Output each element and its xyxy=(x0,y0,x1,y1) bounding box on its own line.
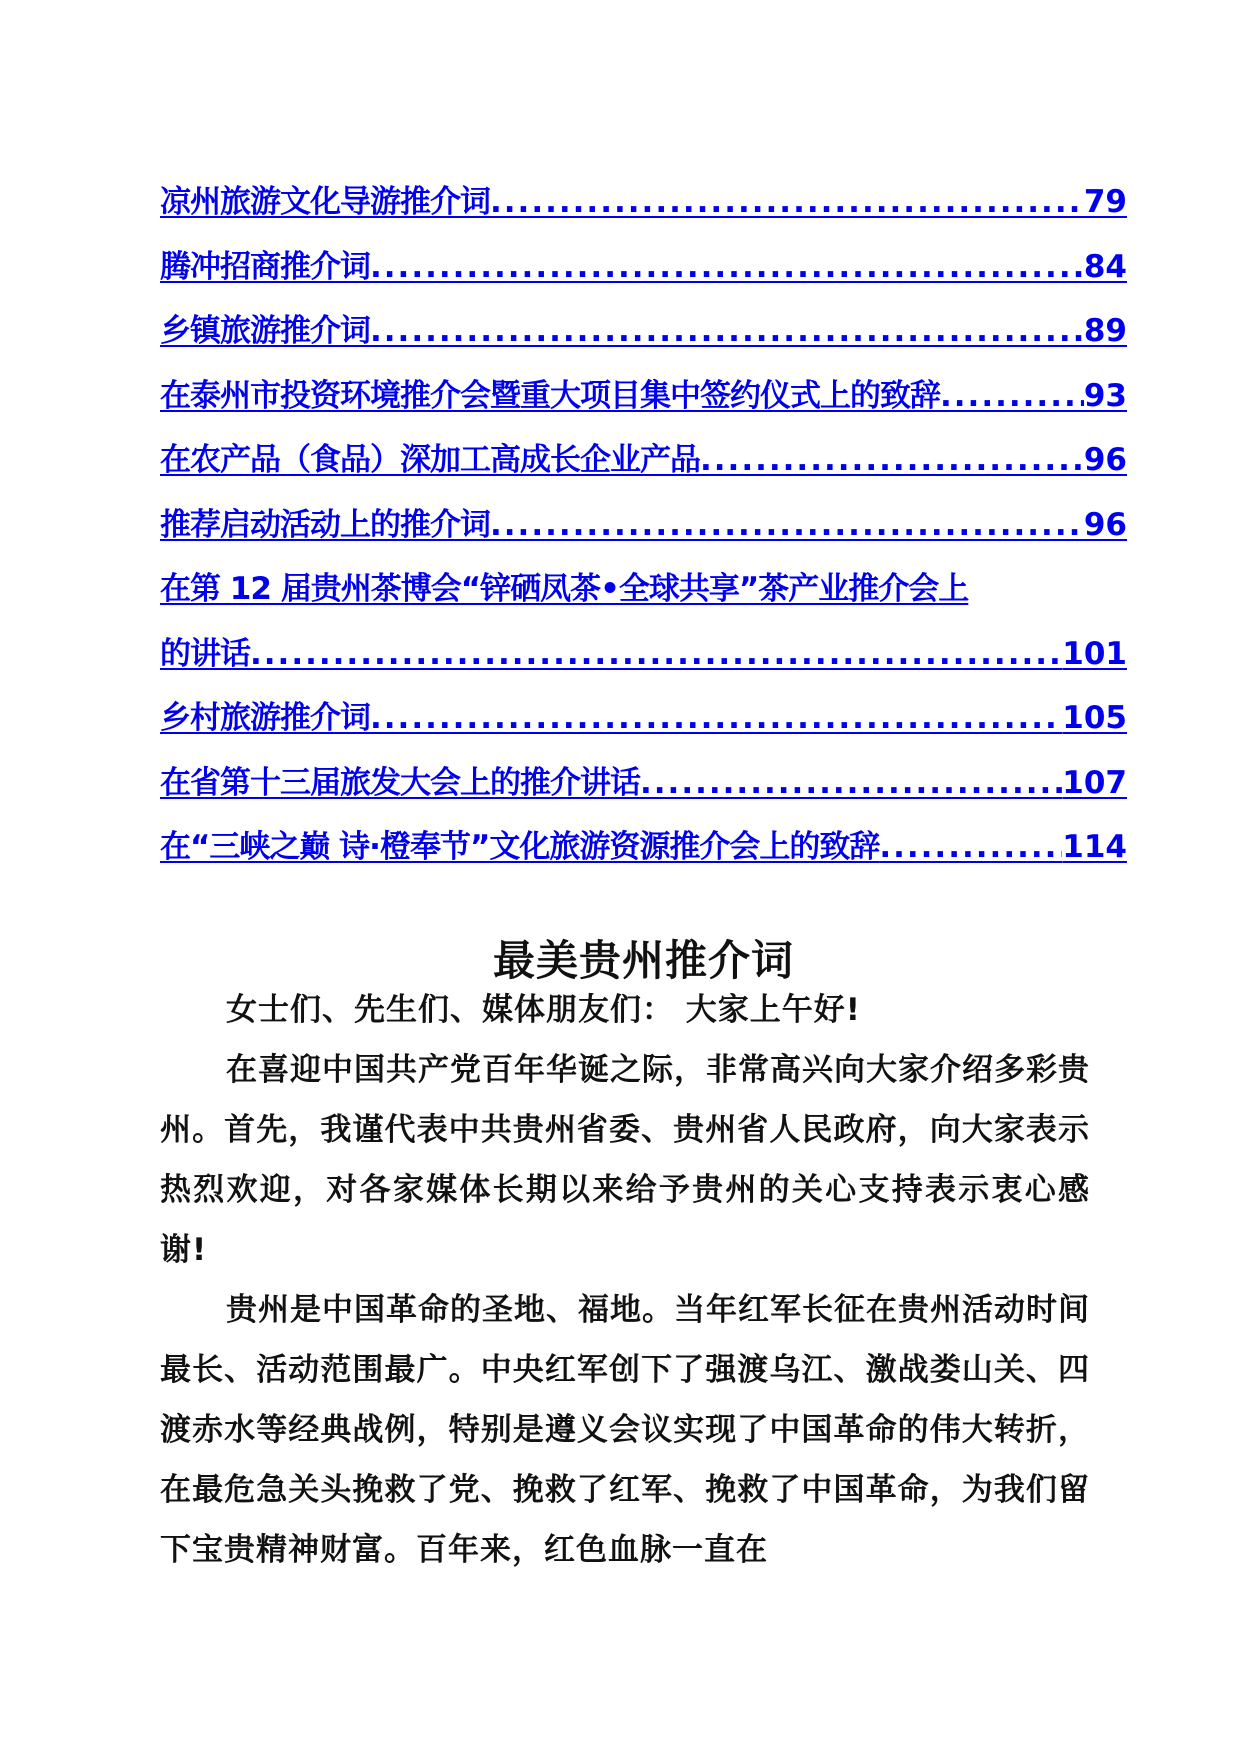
toc-entry[interactable] xyxy=(160,686,1127,751)
toc-entry-title: 在农产品（食品）深加工高成长企业产品 xyxy=(160,442,700,478)
toc-entry[interactable] xyxy=(160,622,1127,687)
toc-entry-title: 在省第十三届旅发大会上的推介讲话 xyxy=(160,764,640,801)
toc-leader-dots xyxy=(250,622,1062,687)
toc-entry-title: 推荐启动活动上的推介词 xyxy=(160,506,490,543)
toc-entry-page: 93 xyxy=(1083,377,1127,414)
toc-entry-page: 107 xyxy=(1062,764,1127,801)
article-paragraph: 女士们、先生们、媒体朋友们： 大家上午好! xyxy=(226,992,861,1028)
article-title: 最美贵州推介词 xyxy=(492,936,794,986)
toc-entry-title: 在“三峡之巅 诗·橙奉节”文化旅游资源推介会上的致辞 xyxy=(160,829,880,865)
toc-entry-title: 腾冲招商推介词 xyxy=(160,248,370,285)
toc-leader-dots xyxy=(370,686,1062,751)
toc-entry-title: 乡村旅游推介词 xyxy=(160,700,370,736)
toc-leader-dots xyxy=(490,170,1084,235)
toc-leader-dots xyxy=(640,751,1062,816)
toc-leader-dots xyxy=(940,364,1084,429)
toc-entry[interactable] xyxy=(160,299,1127,364)
toc-entry[interactable] xyxy=(160,493,1127,558)
toc-entry-page: 96 xyxy=(1083,506,1127,543)
article-paragraph: 贵州是中国革命的圣地、福地。当年红军长征在贵州活动时间最长、活动范围最广。中央红军创下了强渡乌江、激战娄山关、四渡赤水等经典战例，特别是遵义会议实现了中国革命的伟大转折，在最危急关头挽救了党、挽救了红军、挽救了中国革命，为我们留下宝贵精神财富。百年来，红色血脉一直在 xyxy=(160,1292,1090,1568)
toc-entry-page: 84 xyxy=(1083,248,1127,285)
toc-entry-title: 在泰州市投资环境推介会暨重大项目集中签约仪式上的致辞 xyxy=(160,377,940,414)
toc-entry[interactable] xyxy=(160,428,1127,493)
toc-entry[interactable] xyxy=(160,170,1127,235)
toc-entry-page: 96 xyxy=(1083,442,1127,478)
article-paragraph: 在喜迎中国共产党百年华诞之际，非常高兴向大家介绍多彩贵州。首先，我谨代表中共贵州省委、贵州省人民政府，向大家表示热烈欢迎，对各家媒体长期以来给予贵州的关心支持表示衷心感谢! xyxy=(160,1052,1090,1268)
toc-entry[interactable] xyxy=(160,557,1127,622)
toc-entry-page: 79 xyxy=(1083,184,1127,220)
toc-entry[interactable] xyxy=(160,815,1127,880)
toc-entry[interactable] xyxy=(160,364,1127,429)
toc-leader-dots xyxy=(879,815,1062,880)
toc-entry-title: 的讲话 xyxy=(160,635,250,672)
toc-entry-title: 凉州旅游文化导游推介词 xyxy=(160,184,490,220)
toc-leader-dots xyxy=(370,235,1084,300)
toc-entry-page: 105 xyxy=(1062,700,1127,736)
article-body xyxy=(160,980,1090,1580)
toc-entry[interactable] xyxy=(160,235,1127,300)
toc-entry-page: 114 xyxy=(1062,829,1127,865)
toc-leader-dots xyxy=(370,299,1084,364)
table-of-contents xyxy=(160,170,1127,880)
toc-leader-dots xyxy=(490,493,1084,558)
toc-leader-dots xyxy=(700,428,1084,493)
toc-entry[interactable] xyxy=(160,751,1127,816)
toc-entry-page: 89 xyxy=(1083,313,1127,349)
toc-entry-title: 乡镇旅游推介词 xyxy=(160,313,370,349)
toc-entry-page: 101 xyxy=(1062,635,1127,672)
toc-entry-title: 在第 12 届贵州茶博会“锌硒凤茶•全球共享”茶产业推介会上 xyxy=(160,571,969,607)
